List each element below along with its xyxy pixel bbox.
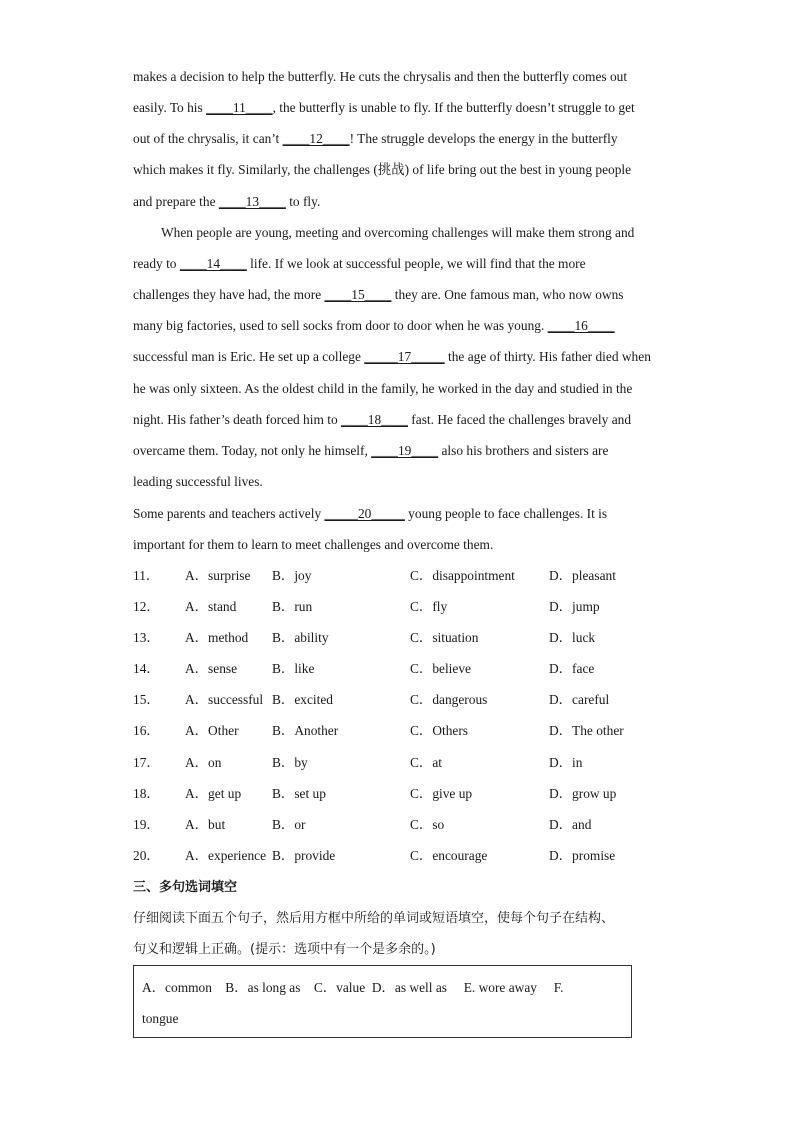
option-b: B．joy [272, 568, 312, 583]
option-d: D．face [549, 661, 595, 676]
option-b: B．provide [272, 848, 336, 863]
instruction-text: 仔细阅读下面五个句子，然后用方框中所给的单词或短语填空，使每个句子在结构、 [133, 911, 615, 926]
passage-line: Some parents and teachers actively _____20_____ young people to face challenges. It is [133, 506, 608, 521]
passage-line: overcame them. Today, not only he himself, ____19____ also his brothers and sisters are [133, 443, 609, 458]
passage-line: he was only sixteen. As the oldest child in the family, he worked in the day and studied in the [133, 381, 633, 396]
option-a: A．Other [185, 723, 239, 738]
option-d: D．and [549, 817, 592, 832]
passage-line: makes a decision to help the butterfly. He cuts the chrysalis and then the butterfly comes out [133, 69, 628, 84]
question-number: 16． [133, 723, 160, 738]
word-bank-box [133, 965, 632, 1038]
option-a: A．successful [185, 692, 264, 707]
question-15 [133, 692, 693, 708]
option-a: A．surprise [185, 568, 251, 583]
option-c: C．encourage [410, 848, 488, 863]
option-b: B．like [272, 661, 315, 676]
question-13 [133, 630, 693, 646]
word-bank-line: A．common B．as long as C．value D．as well as E. wore away F. [142, 980, 564, 995]
option-d: D．jump [549, 599, 600, 614]
passage-line: which makes it fly. Similarly, the challenges (挑战) of life bring out the best in young people [133, 162, 632, 177]
question-number: 14． [133, 661, 160, 676]
option-d: D．promise [549, 848, 616, 863]
blank-17: _____17_____ [364, 349, 445, 364]
blank-14: ____14____ [179, 256, 247, 271]
option-b: B．set up [272, 786, 326, 801]
option-c: C．believe [410, 661, 471, 676]
option-c: C．fly [410, 599, 448, 614]
question-number: 17． [133, 755, 160, 770]
option-d: D．The other [549, 723, 624, 738]
question-number: 11． [133, 568, 160, 583]
option-a: A．stand [185, 599, 237, 614]
option-c: C．give up [410, 786, 473, 801]
option-c: C．at [410, 755, 442, 770]
option-b: B．Another [272, 723, 339, 738]
option-a: A．sense [185, 661, 238, 676]
passage-line: easily. To his ____11____, the butterfly is unable to fly. If the butterfly doesn’t struggle to get [133, 100, 635, 115]
blank-20: _____20_____ [324, 506, 405, 521]
blank-15: ____15____ [324, 287, 392, 302]
option-a: A．but [185, 817, 226, 832]
option-a: A．get up [185, 786, 242, 801]
option-b: B．ability [272, 630, 329, 645]
word-bank-line: tongue [142, 1011, 179, 1026]
option-a: A．on [185, 755, 222, 770]
option-c: C．so [410, 817, 445, 832]
option-b: B．by [272, 755, 308, 770]
passage-line: night. His father’s death forced him to ____18____ fast. He faced the challenges bravely and [133, 412, 632, 427]
passage-line: successful man is Eric. He set up a college _____17_____ the age of thirty. His father died when [133, 349, 651, 364]
question-number: 15． [133, 692, 160, 707]
option-d: D．in [549, 755, 583, 770]
question-18 [133, 786, 693, 802]
question-number: 13． [133, 630, 160, 645]
option-d: D．grow up [549, 786, 617, 801]
option-c: C．situation [410, 630, 479, 645]
question-number: 12． [133, 599, 160, 614]
option-a: A．experience [185, 848, 267, 863]
question-number: 19． [133, 817, 160, 832]
question-19 [133, 817, 693, 833]
passage-line: When people are young, meeting and overcoming challenges will make them strong and [161, 225, 635, 240]
passage-line: many big factories, used to sell socks from door to door when he was young. ____16____ [133, 318, 615, 333]
option-c: C．Others [410, 723, 469, 738]
passage-line: and prepare the ____13____ to fly. [133, 194, 321, 209]
option-b: B．or [272, 817, 306, 832]
question-20 [133, 848, 693, 864]
blank-12: ____12____ [282, 131, 350, 146]
passage-line: challenges they have had, the more ____15____ they are. One famous man, who now owns [133, 287, 624, 302]
question-14 [133, 661, 693, 677]
instruction-text: 句义和逻辑上正确。(提示：选项中有一个是多余的。) [133, 942, 436, 957]
question-number: 18． [133, 786, 160, 801]
option-b: B．excited [272, 692, 333, 707]
blank-19: ____19____ [371, 443, 439, 458]
question-16 [133, 723, 693, 739]
blank-13: ____13____ [218, 194, 286, 209]
passage-line: ready to ____14____ life. If we look at successful people, we will find that the more [133, 256, 586, 271]
passage-line: important for them to learn to meet challenges and overcome them. [133, 537, 494, 552]
option-b: B．run [272, 599, 313, 614]
option-d: D．pleasant [549, 568, 616, 583]
option-a: A．method [185, 630, 249, 645]
blank-18: ____18____ [341, 412, 408, 427]
passage-line: leading successful lives. [133, 474, 263, 489]
option-d: D．careful [549, 692, 610, 707]
question-17 [133, 755, 693, 771]
option-d: D．luck [549, 630, 596, 645]
blank-11: ____11____ [206, 100, 273, 115]
blank-16: ____16____ [547, 318, 615, 333]
question-number: 20． [133, 848, 160, 863]
passage-line: out of the chrysalis, it can’t ____12____! The struggle develops the energy in the butterfly [133, 131, 618, 146]
option-c: C．dangerous [410, 692, 488, 707]
section-title: 三、多句选词填空 [133, 880, 238, 895]
question-11 [133, 568, 693, 584]
option-c: C．disappointment [410, 568, 515, 583]
question-12 [133, 599, 693, 615]
